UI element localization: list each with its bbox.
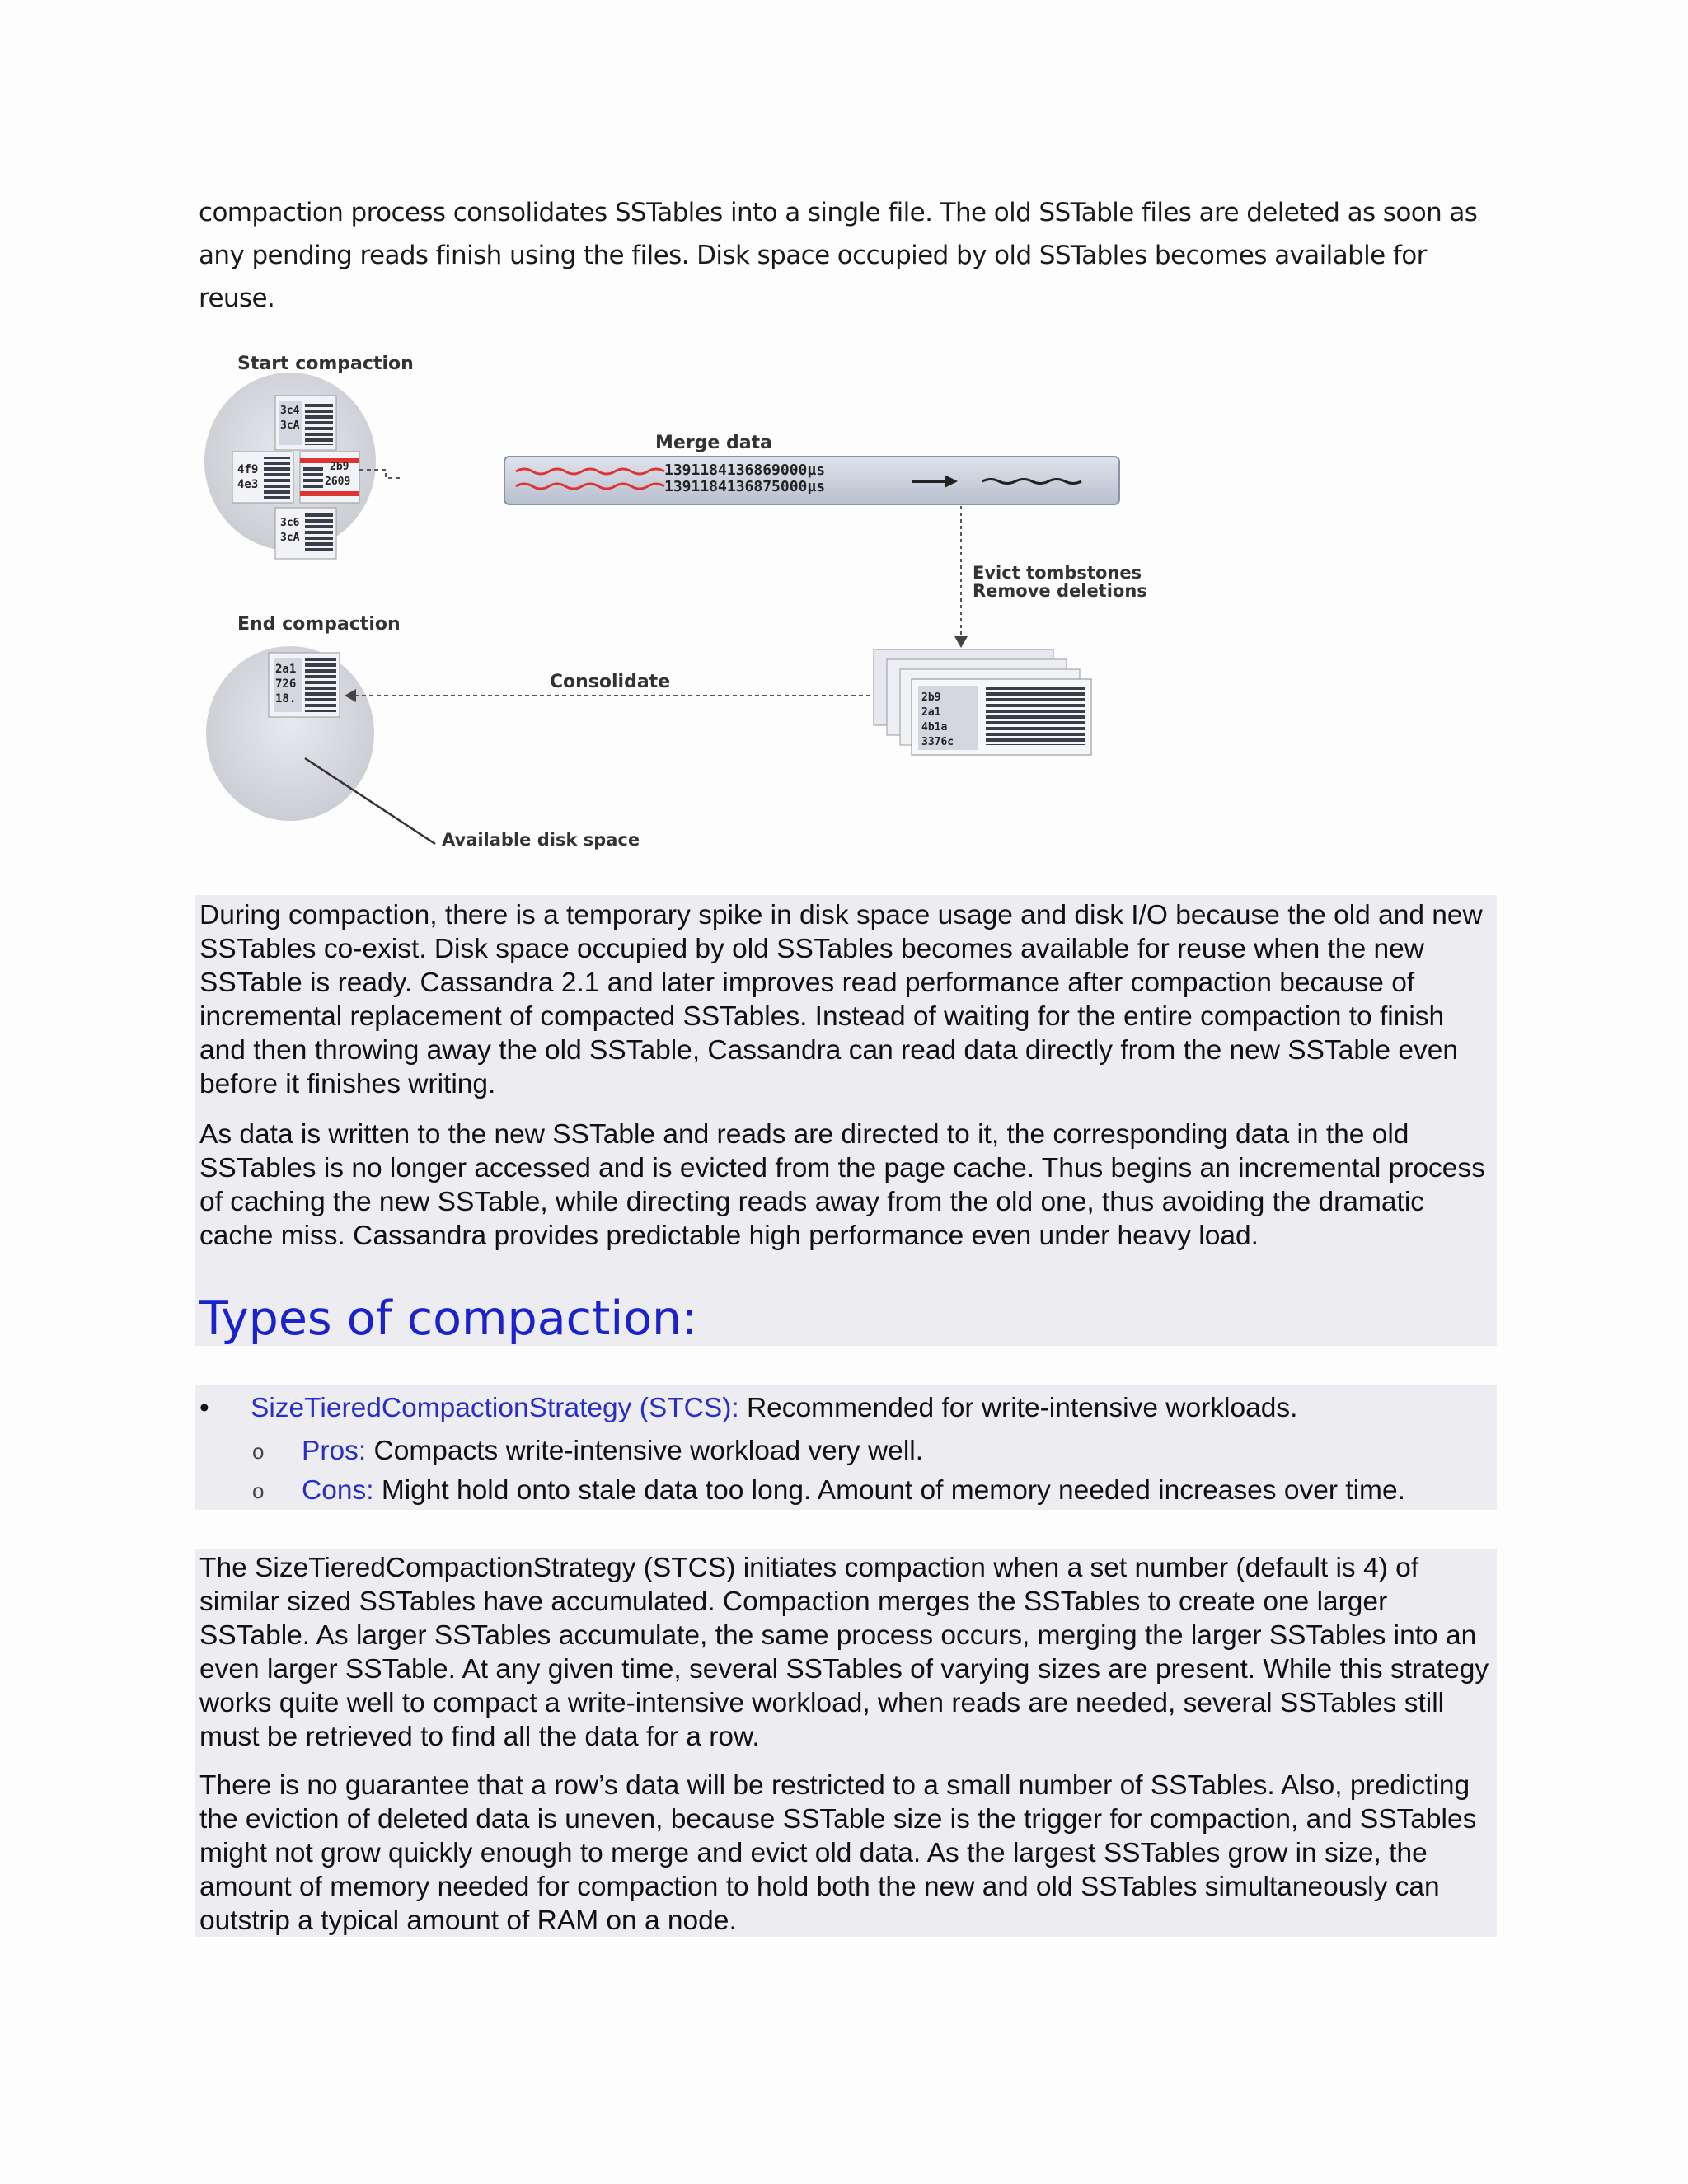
end-compaction-label: End compaction <box>237 614 401 635</box>
paragraph-stcs-description: The SizeTieredCompactionStrategy (STCS) initiates compaction when a set number (default is 4) of similar sized SSTables have accumulated. Compaction merges the SSTables to create one larger SSTable. As larger SSTables accumulate, the same process occurs, merging the larger SSTables into an even larger SSTable. At any given time, several SSTables of varying sizes are present. While this strategy works quite well to compact a write-intensive workload, when reads are needed, several SSTables still must be retrieved to find all the data for a row. <box>199 1553 1489 1752</box>
evict-tombstones-label: Evict tombstones <box>973 563 1142 583</box>
sub-bullet-pros <box>252 1432 1489 1470</box>
svg-text:3cA: 3cA <box>280 419 300 432</box>
bullet-item-stcs <box>199 1390 1485 1427</box>
cons-text: Might hold onto stale data too long. Amount of memory needed increases over time. <box>373 1475 1405 1506</box>
sstable-middle <box>300 452 359 503</box>
merge-bar <box>504 457 1119 504</box>
svg-text:2a1: 2a1 <box>275 663 297 676</box>
start-compaction-label: Start compaction <box>237 354 414 374</box>
pros-label: Pros: <box>302 1436 367 1466</box>
svg-text:4e3: 4e3 <box>237 478 259 491</box>
consolidate-label: Consolidate <box>549 672 671 692</box>
section-heading-types: Types of compaction: <box>199 1291 698 1346</box>
sub-bullet-icon: o <box>252 1439 265 1464</box>
timestamp-1: 1391184136869000µs <box>664 462 826 479</box>
sstable-top <box>275 396 336 450</box>
svg-text:4b1a: 4b1a <box>921 721 948 733</box>
compaction-diagram <box>198 346 1203 865</box>
svg-text:3c4: 3c4 <box>280 405 300 417</box>
timestamp-2: 1391184136875000µs <box>664 478 826 495</box>
paragraph-temporary-spike: During compaction, there is a temporary spike in disk space usage and disk I/O because the old and new SSTables co-exist. Disk space occupied by old SSTables becomes available for reuse when the new SSTable is ready. Cassandra 2.1 and later improves read performance after compaction because of incremental replacement of compacted SSTables. Instead of waiting for the entire compaction to finish and then throwing away the old SSTable, Cassandra can read data directly from the new SSTable even before it finishes writing. <box>199 900 1483 1099</box>
stcs-desc: Recommended for write-intensive workloads. <box>738 1393 1298 1423</box>
intro-paragraph: compaction process consolidates SSTables into a single file. The old SSTable files are deleted as soon as any pending reads finish using the files. Disk space occupied by old SSTables becomes available for reuse. <box>199 198 1478 313</box>
svg-text:3cA: 3cA <box>280 532 300 544</box>
svg-text:2609: 2609 <box>325 476 351 488</box>
compaction-diagram-svg <box>198 346 1203 865</box>
cons-label: Cons: <box>302 1475 374 1506</box>
new-sstable-stack <box>874 649 1091 755</box>
remove-deletions-label: Remove deletions <box>973 581 1147 601</box>
sstable-bottom <box>275 508 336 559</box>
bullet-icon: • <box>199 1393 209 1423</box>
paragraph-stcs-limitations: There is no guarantee that a row’s data will be restricted to a small number of SSTables. Also, predicting the eviction of deleted data is uneven, because SSTable size is the trigger for compaction, and SSTables might not grow quickly enough to merge and evict old data. As the largest SSTables grow in size, the amount of memory needed for compaction to hold both the new and old SSTables simultaneously can outstrip a typical amount of RAM on a node. <box>199 1770 1477 1936</box>
consolidated-sstable <box>269 653 340 717</box>
sstable-left <box>232 452 293 503</box>
sub-bullet-cons <box>252 1472 1489 1510</box>
svg-text:3c6: 3c6 <box>280 517 300 529</box>
merge-data-label: Merge data <box>655 433 772 453</box>
sub-bullet-icon: o <box>252 1479 265 1503</box>
pros-text: Compacts write-intensive workload very well. <box>366 1436 924 1466</box>
svg-text:2b9: 2b9 <box>330 461 349 473</box>
svg-text:18.: 18. <box>275 692 297 705</box>
svg-text:726: 726 <box>275 677 297 691</box>
svg-text:3376c: 3376c <box>921 736 954 748</box>
svg-text:2b9: 2b9 <box>921 691 941 704</box>
svg-text:2a1: 2a1 <box>921 706 941 719</box>
stcs-name: SizeTieredCompactionStrategy (STCS): <box>251 1393 739 1423</box>
available-disk-space-label: Available disk space <box>442 830 640 850</box>
svg-text:4f9: 4f9 <box>237 463 259 476</box>
paragraph-incremental-caching: As data is written to the new SSTable and reads are directed to it, the corresponding data in the old SSTables is no longer accessed and is evicted from the page cache. Thus begins an incremental process of caching the new SSTable, while directing reads away from the old one, thus avoiding the dramatic cache miss. Cassandra provides predictable high performance even under heavy load. <box>199 1119 1485 1251</box>
